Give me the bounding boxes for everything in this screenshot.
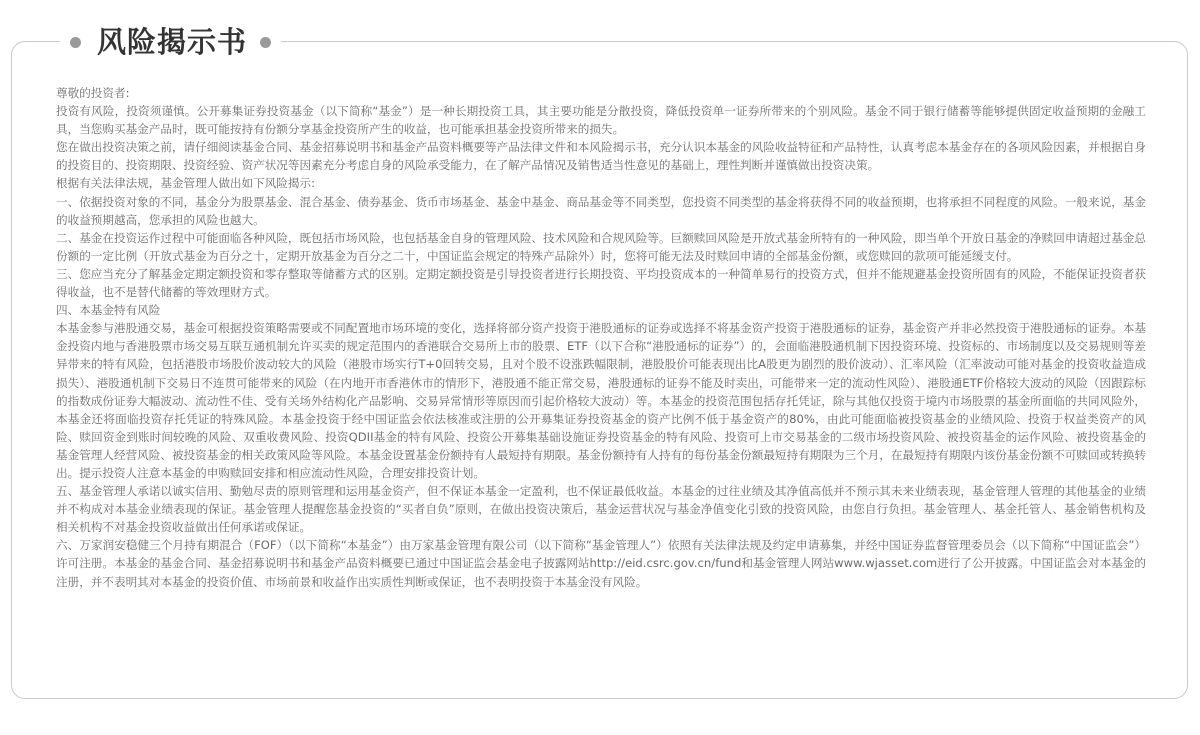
title-right-dot: [260, 37, 271, 48]
paragraph-intro: 投资有风险，投资须谨慎。公开募集证券投资基金（以下简称“基金”）是一种长期投资工具，其主要功能是分散投资，降低投资单一证券所带来的个别风险。基金不同于银行储蓄等能够提供固定收益预期的金融工具，当您购买基金产品时，既可能按持有份额分享基金投资所产生的收益，也可能承担基金投资所带来的损失。: [56, 104, 1146, 137]
paragraph-decision: 您在做出投资决策之前，请仔细阅读基金合同、基金招募说明书和基金产品资料概要等产品法律文件和本风险揭示书，充分认识本基金的风险收益特征和产品特性，认真考虑本基金存在的各项风险因素，并根据自身的投资目的、投资期限、投资经验、资产状况等因素充分考虑自身的风险承受能力，在了解产品情况及销售适当性意见的基础上，理性判断并谨慎做出投资决策。: [56, 140, 1146, 173]
title-left-dot: [70, 37, 81, 48]
paragraph-item-1: 一、依据投资对象的不同，基金分为股票基金、混合基金、债券基金、货币市场基金、基金中基金、商品基金等不同类型，您投资不同类型的基金将获得不同的收益预期，也将承担不同程度的风险。一般来说，基金的收益预期越高，您承担的风险也越大。: [56, 194, 1146, 227]
paragraph-item-6: 六、万家润安稳健三个月持有期混合（FOF）（以下简称“本基金”）由万家基金管理有限公司（以下简称“基金管理人”）依照有关法律法规及约定申请募集，并经中国证券监督管理委员会（以下简称“中国证监会”）许可注册。本基金的基金合同、基金招募说明书和基金产品资料概要已通过中国证监会基金电子披露网站http://eid.csrc.gov.cn/fund和基金管理人网站www.wjasset.com进行了公开披露。中国证监会对本基金的注册，并不表明其对本基金的投资价值、市场前景和收益作出实质性判断或保证，也不表明投资于本基金没有风险。: [56, 538, 1146, 589]
risk-disclosure-body: [56, 84, 1146, 591]
paragraph-item-5: 五、基金管理人承诺以诚实信用、勤勉尽责的原则管理和运用基金资产，但不保证本基金一定盈利，也不保证最低收益。本基金的过往业绩及其净值高低并不预示其未来业绩表现，基金管理人管理的其他基金的业绩并不构成对本基金业绩表现的保证。基金管理人提醒您基金投资的“买者自负”原则，在做出投资决策后，基金运营状况与基金净值变化引致的投资风险，由您自行负担。基金管理人、基金托管人、基金销售机构及相关机构不对基金投资收益做出任何承诺或保证。: [56, 484, 1146, 535]
greeting: 尊敬的投资者:: [56, 86, 130, 100]
paragraph-item-4-body: 本基金参与港股通交易，基金可根据投资策略需要或不同配置地市场环境的变化，选择将部分资产投资于港股通标的证券或选择不将基金资产投资于港股通标的证券，基金资产并非必然投资于港股通标的证券。本基金投资内地与香港股票市场交易互联互通机制允许买卖的规定范围内的香港联合交易所上市的股票、ETF（以下合称“港股通标的证券”）的，会面临港股通机制下因投资环境、投资标的、市场制度以及交易规则等差异带来的特有风险，包括港股市场股价波动较大的风险（港股市场实行T+0回转交易，且对个股不设涨跌幅限制，港股股价可能表现出比A股更为剧烈的股价波动）、汇率风险（汇率波动可能对基金的投资收益造成损失）、港股通机制下交易日不连贯可能带来的风险（在内地开市香港休市的情形下，港股通不能正常交易，港股通标的证券不能及时卖出，可能带来一定的流动性风险）、港股通ETF价格较大波动的风险（因跟踪标的指数成份证券大幅波动、流动性不佳、受有关场外结构化产品影响、交易异常情形等原因而引起价格较大波动）等。本基金的投资范围包括存托凭证，除与其他仅投资于境内市场股票的基金所面临的共同风险外，本基金还将面临投资存托凭证的特殊风险。本基金投资于经中国证监会依法核准或注册的公开募集证券投资基金的资产比例不低于基金资产的80%，由此可能面临被投资基金的业绩风险、投资于权益类资产的风险、赎回资金到账时间较晚的风险、双重收费风险、投资QDII基金的特有风险、投资公开募集基础设施证券投资基金的特有风险、投资可上市交易基金的二级市场投资风险、被投资基金的运作风险、被投资基金的基金管理人经营风险、被投资基金的相关政策风险等风险。本基金设置基金份额持有人最短持有期限。基金份额持有人持有的每份基金份额最短持有期限为三个月，在最短持有期限内该份基金份额不可赎回或转换转出。提示投资人注意本基金的申购赎回安排和相应流动性风险，合理安排投资计划。: [56, 321, 1146, 480]
paragraph-item-4-heading: 四、本基金特有风险: [56, 303, 161, 318]
page-title: 风险揭示书: [97, 25, 248, 59]
paragraph-item-2: 二、基金在投资运作过程中可能面临各种风险，既包括市场风险，也包括基金自身的管理风险、技术风险和合规风险等。巨额赎回风险是开放式基金所特有的一种风险，即当单个开放日基金的净赎回申请超过基金总份额的一定比例（开放式基金为百分之十，定期开放基金为百分之二十，中国证监会规定的特殊产品除外）时，您将可能无法及时赎回申请的全部基金份额，或您赎回的款项可能延缓支付。: [56, 230, 1146, 263]
title-bar: [60, 22, 281, 62]
paragraph-disclosure-lead: 根据有关法律法规，基金管理人做出如下风险揭示:: [56, 176, 315, 191]
paragraph-item-3: 三、您应当充分了解基金定期定额投资和零存整取等储蓄方式的区别。定期定额投资是引导投资者进行长期投资、平均投资成本的一种简单易行的投资方式，但并不能规避基金投资所固有的风险，不能保证投资者获得收益，也不是替代储蓄的等效理财方式。: [56, 266, 1146, 300]
